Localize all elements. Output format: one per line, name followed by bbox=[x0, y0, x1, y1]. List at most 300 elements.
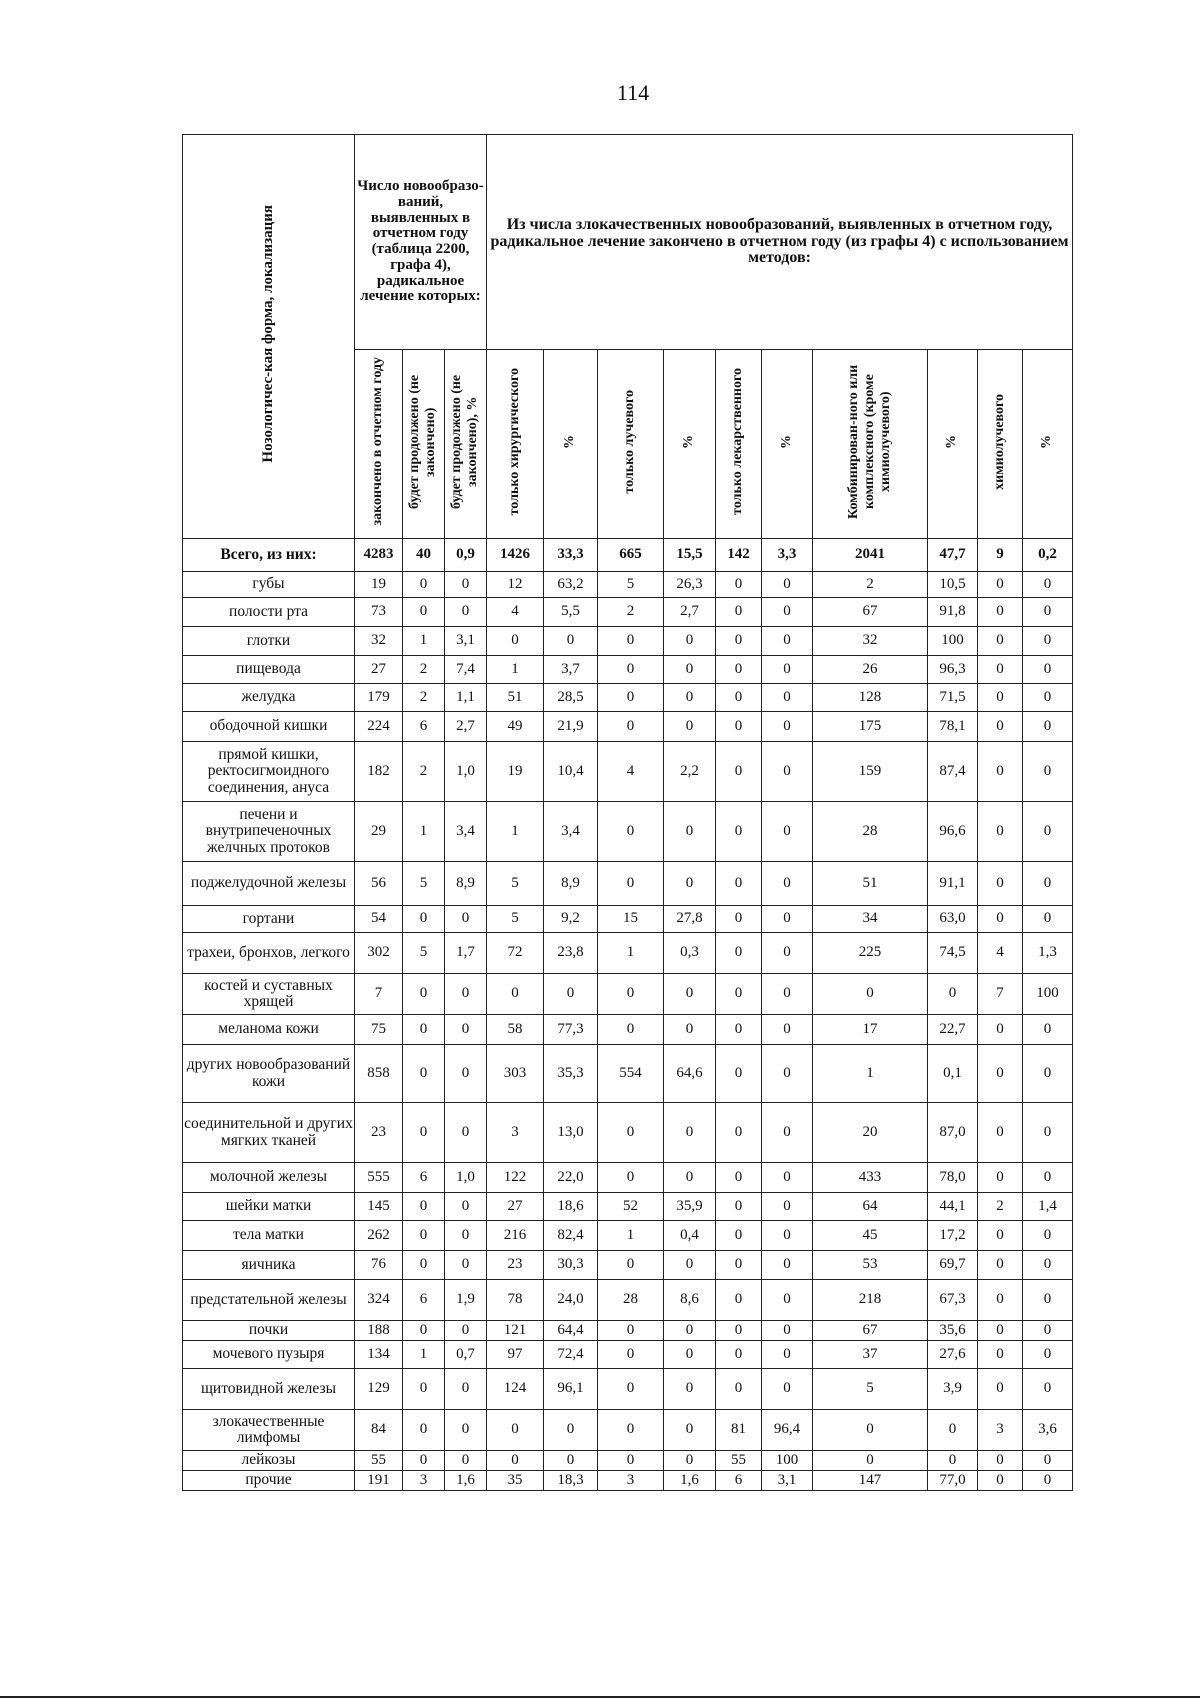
row-label: других новообразований кожи bbox=[183, 1045, 355, 1103]
cell: 0 bbox=[716, 1045, 762, 1103]
row-label: Всего, из них: bbox=[183, 539, 355, 572]
cell: 0 bbox=[445, 1221, 487, 1251]
cell: 0 bbox=[664, 1163, 716, 1193]
cell: 0 bbox=[762, 1015, 813, 1045]
row-label: глотки bbox=[183, 627, 355, 656]
cell: 262 bbox=[355, 1221, 403, 1251]
cell: 3 bbox=[598, 1471, 664, 1491]
table-row bbox=[183, 974, 1073, 1015]
cell: 17,2 bbox=[928, 1221, 978, 1251]
cell: 0 bbox=[544, 974, 598, 1015]
cell: 67 bbox=[813, 1321, 928, 1341]
cell: 0 bbox=[762, 974, 813, 1015]
cell: 0 bbox=[716, 572, 762, 598]
cell: 2,2 bbox=[664, 742, 716, 802]
cell: 0 bbox=[716, 712, 762, 742]
cell: 858 bbox=[355, 1045, 403, 1103]
cell: 0 bbox=[598, 1341, 664, 1369]
table-row bbox=[183, 862, 1073, 906]
header-col-continued-pct: будет продолжено (не закончено), % bbox=[445, 350, 487, 539]
cell: 0 bbox=[762, 656, 813, 684]
cell: 0 bbox=[1023, 1045, 1073, 1103]
cell: 8,9 bbox=[445, 862, 487, 906]
cell: 23 bbox=[487, 1251, 544, 1280]
cell: 67,3 bbox=[928, 1280, 978, 1321]
cell: 3,6 bbox=[1023, 1410, 1073, 1451]
cell: 0 bbox=[716, 1015, 762, 1045]
cell: 0 bbox=[403, 572, 445, 598]
cell: 0 bbox=[978, 1321, 1023, 1341]
cell: 0 bbox=[762, 906, 813, 933]
cell: 0 bbox=[1023, 862, 1073, 906]
cell: 78 bbox=[487, 1280, 544, 1321]
cell: 2 bbox=[403, 742, 445, 802]
cell: 0 bbox=[598, 1451, 664, 1471]
cell: 2,7 bbox=[664, 598, 716, 627]
cell: 0 bbox=[664, 712, 716, 742]
cell: 0 bbox=[445, 1015, 487, 1045]
cell: 0 bbox=[716, 1221, 762, 1251]
cell: 0 bbox=[445, 1321, 487, 1341]
cell: 0 bbox=[978, 906, 1023, 933]
cell: 49 bbox=[487, 712, 544, 742]
header-localization: Нозологичес-кая форма, локализация bbox=[183, 135, 355, 539]
cell: 23,8 bbox=[544, 933, 598, 974]
cell: 121 bbox=[487, 1321, 544, 1341]
cell: 0 bbox=[664, 1015, 716, 1045]
cell: 1 bbox=[598, 933, 664, 974]
cell: 0 bbox=[716, 598, 762, 627]
cell: 75 bbox=[355, 1015, 403, 1045]
row-label: яичника bbox=[183, 1251, 355, 1280]
cell: 0 bbox=[487, 1410, 544, 1451]
table-row bbox=[183, 1221, 1073, 1251]
row-label: полости рта bbox=[183, 598, 355, 627]
cell: 0 bbox=[1023, 1251, 1073, 1280]
cell: 100 bbox=[762, 1451, 813, 1471]
cell: 0 bbox=[1023, 656, 1073, 684]
cell: 3 bbox=[487, 1103, 544, 1163]
cell: 0,9 bbox=[445, 539, 487, 572]
cell: 0 bbox=[598, 684, 664, 712]
cell: 122 bbox=[487, 1163, 544, 1193]
cell: 0 bbox=[1023, 1221, 1073, 1251]
cell: 5 bbox=[598, 572, 664, 598]
table-body bbox=[183, 539, 1073, 1491]
cell: 19 bbox=[355, 572, 403, 598]
cell: 0 bbox=[978, 1280, 1023, 1321]
cell: 0 bbox=[403, 974, 445, 1015]
cell: 0 bbox=[403, 1045, 445, 1103]
cell: 6 bbox=[403, 1280, 445, 1321]
cell: 175 bbox=[813, 712, 928, 742]
cell: 0 bbox=[445, 906, 487, 933]
cell: 1 bbox=[487, 656, 544, 684]
cell: 0 bbox=[1023, 1103, 1073, 1163]
cell: 53 bbox=[813, 1251, 928, 1280]
cell: 7 bbox=[355, 974, 403, 1015]
table-row bbox=[183, 1045, 1073, 1103]
cell: 29 bbox=[355, 802, 403, 862]
cell: 37 bbox=[813, 1341, 928, 1369]
cell: 8,9 bbox=[544, 862, 598, 906]
table-row bbox=[183, 1451, 1073, 1471]
cell: 0,7 bbox=[445, 1341, 487, 1369]
table-row bbox=[183, 1251, 1073, 1280]
table-row bbox=[183, 1471, 1073, 1491]
cell: 0 bbox=[1023, 1341, 1073, 1369]
cell: 225 bbox=[813, 933, 928, 974]
cell: 3 bbox=[403, 1471, 445, 1491]
cell: 0 bbox=[598, 862, 664, 906]
cell: 0 bbox=[1023, 712, 1073, 742]
row-label: почки bbox=[183, 1321, 355, 1341]
cell: 5 bbox=[813, 1369, 928, 1410]
cell: 0 bbox=[445, 974, 487, 1015]
cell: 0 bbox=[403, 1193, 445, 1221]
bottom-rule bbox=[0, 1696, 1200, 1698]
radical-treatment-table bbox=[182, 134, 1073, 1491]
table-row bbox=[183, 1015, 1073, 1045]
cell: 3,1 bbox=[762, 1471, 813, 1491]
cell: 0 bbox=[762, 598, 813, 627]
row-label: пищевода bbox=[183, 656, 355, 684]
cell: 10,4 bbox=[544, 742, 598, 802]
cell: 13,0 bbox=[544, 1103, 598, 1163]
header-col-radiation-pct: % bbox=[664, 350, 716, 539]
cell: 0 bbox=[598, 1251, 664, 1280]
cell: 0 bbox=[445, 598, 487, 627]
cell: 1,1 bbox=[445, 684, 487, 712]
table-row bbox=[183, 1410, 1073, 1451]
cell: 0 bbox=[664, 974, 716, 1015]
cell: 0 bbox=[403, 598, 445, 627]
cell: 0 bbox=[762, 1045, 813, 1103]
cell: 665 bbox=[598, 539, 664, 572]
cell: 91,8 bbox=[928, 598, 978, 627]
cell: 0 bbox=[762, 1341, 813, 1369]
row-label: гортани bbox=[183, 906, 355, 933]
cell: 0,4 bbox=[664, 1221, 716, 1251]
cell: 0,2 bbox=[1023, 539, 1073, 572]
cell: 0 bbox=[598, 1015, 664, 1045]
cell: 96,3 bbox=[928, 656, 978, 684]
cell: 0 bbox=[978, 1451, 1023, 1471]
cell: 1 bbox=[403, 802, 445, 862]
cell: 17 bbox=[813, 1015, 928, 1045]
header-col-finished: закончено в отчетном году bbox=[355, 350, 403, 539]
cell: 0 bbox=[664, 684, 716, 712]
cell: 5 bbox=[403, 933, 445, 974]
cell: 0 bbox=[598, 712, 664, 742]
header-col-surgical: только хирургического bbox=[487, 350, 544, 539]
cell: 55 bbox=[716, 1451, 762, 1471]
cell: 0 bbox=[762, 1280, 813, 1321]
cell: 1426 bbox=[487, 539, 544, 572]
cell: 0 bbox=[716, 906, 762, 933]
row-label: ободочной кишки bbox=[183, 712, 355, 742]
cell: 0 bbox=[598, 1103, 664, 1163]
cell: 0 bbox=[1023, 1451, 1073, 1471]
cell: 0 bbox=[664, 627, 716, 656]
cell: 0 bbox=[762, 1103, 813, 1163]
cell: 0 bbox=[598, 627, 664, 656]
cell: 324 bbox=[355, 1280, 403, 1321]
row-label: желудка bbox=[183, 684, 355, 712]
cell: 34 bbox=[813, 906, 928, 933]
cell: 0 bbox=[1023, 572, 1073, 598]
cell: 81 bbox=[716, 1410, 762, 1451]
cell: 134 bbox=[355, 1341, 403, 1369]
cell: 63,0 bbox=[928, 906, 978, 933]
cell: 224 bbox=[355, 712, 403, 742]
cell: 28 bbox=[813, 802, 928, 862]
cell: 2,7 bbox=[445, 712, 487, 742]
cell: 0 bbox=[487, 627, 544, 656]
row-label: молочной железы bbox=[183, 1163, 355, 1193]
row-label: губы bbox=[183, 572, 355, 598]
cell: 0 bbox=[716, 1251, 762, 1280]
cell: 3,3 bbox=[762, 539, 813, 572]
cell: 0 bbox=[716, 1280, 762, 1321]
cell: 24,0 bbox=[544, 1280, 598, 1321]
cell: 0 bbox=[762, 1221, 813, 1251]
cell: 7 bbox=[978, 974, 1023, 1015]
cell: 0 bbox=[598, 802, 664, 862]
cell: 0 bbox=[762, 627, 813, 656]
row-label: трахеи, бронхов, легкого bbox=[183, 933, 355, 974]
cell: 1 bbox=[813, 1045, 928, 1103]
cell: 32 bbox=[355, 627, 403, 656]
cell: 1 bbox=[598, 1221, 664, 1251]
cell: 15,5 bbox=[664, 539, 716, 572]
cell: 4283 bbox=[355, 539, 403, 572]
row-label: шейки матки bbox=[183, 1193, 355, 1221]
cell: 71,5 bbox=[928, 684, 978, 712]
cell: 77,0 bbox=[928, 1471, 978, 1491]
cell: 40 bbox=[403, 539, 445, 572]
cell: 554 bbox=[598, 1045, 664, 1103]
cell: 0 bbox=[978, 598, 1023, 627]
cell: 73 bbox=[355, 598, 403, 627]
cell: 77,3 bbox=[544, 1015, 598, 1045]
cell: 15 bbox=[598, 906, 664, 933]
cell: 302 bbox=[355, 933, 403, 974]
row-label: костей и суставных хрящей bbox=[183, 974, 355, 1015]
header-col-surgical-pct: % bbox=[544, 350, 598, 539]
cell: 0 bbox=[664, 1369, 716, 1410]
cell: 0 bbox=[1023, 742, 1073, 802]
cell: 0 bbox=[403, 1221, 445, 1251]
cell: 555 bbox=[355, 1163, 403, 1193]
cell: 4 bbox=[598, 742, 664, 802]
cell: 0 bbox=[598, 656, 664, 684]
cell: 0 bbox=[978, 742, 1023, 802]
cell: 96,1 bbox=[544, 1369, 598, 1410]
cell: 0 bbox=[716, 627, 762, 656]
header-group-count: Число новообразо-ваний, выявленных в отчетном году (таблица 2200, графа 4), радикальное лечение которых: bbox=[355, 135, 487, 350]
cell: 64,4 bbox=[544, 1321, 598, 1341]
cell: 82,4 bbox=[544, 1221, 598, 1251]
cell: 21,9 bbox=[544, 712, 598, 742]
cell: 47,7 bbox=[928, 539, 978, 572]
cell: 72,4 bbox=[544, 1341, 598, 1369]
page-number: 114 bbox=[616, 80, 650, 105]
cell: 35 bbox=[487, 1471, 544, 1491]
cell: 6 bbox=[403, 712, 445, 742]
cell: 0 bbox=[1023, 1369, 1073, 1410]
cell: 35,6 bbox=[928, 1321, 978, 1341]
cell: 0 bbox=[544, 627, 598, 656]
cell: 218 bbox=[813, 1280, 928, 1321]
cell: 56 bbox=[355, 862, 403, 906]
cell: 2041 bbox=[813, 539, 928, 572]
cell: 0 bbox=[664, 1410, 716, 1451]
cell: 0 bbox=[1023, 1163, 1073, 1193]
row-label: мочевого пузыря bbox=[183, 1341, 355, 1369]
cell: 27,8 bbox=[664, 906, 716, 933]
cell: 44,1 bbox=[928, 1193, 978, 1221]
row-label: предстательной железы bbox=[183, 1280, 355, 1321]
cell: 33,3 bbox=[544, 539, 598, 572]
table-row bbox=[183, 1163, 1073, 1193]
cell: 0 bbox=[544, 1410, 598, 1451]
cell: 0 bbox=[445, 1193, 487, 1221]
row-label: поджелудочной железы bbox=[183, 862, 355, 906]
cell: 84 bbox=[355, 1410, 403, 1451]
cell: 1 bbox=[403, 627, 445, 656]
cell: 0 bbox=[664, 656, 716, 684]
cell: 1 bbox=[403, 1341, 445, 1369]
cell: 0 bbox=[762, 684, 813, 712]
cell: 0 bbox=[716, 802, 762, 862]
cell: 76 bbox=[355, 1251, 403, 1280]
cell: 0 bbox=[403, 1451, 445, 1471]
cell: 9 bbox=[978, 539, 1023, 572]
cell: 26,3 bbox=[664, 572, 716, 598]
cell: 3,4 bbox=[544, 802, 598, 862]
cell: 1,7 bbox=[445, 933, 487, 974]
cell: 5,5 bbox=[544, 598, 598, 627]
cell: 3,4 bbox=[445, 802, 487, 862]
cell: 0 bbox=[762, 742, 813, 802]
cell: 0 bbox=[716, 656, 762, 684]
cell: 0 bbox=[762, 802, 813, 862]
cell: 18,3 bbox=[544, 1471, 598, 1491]
cell: 0 bbox=[928, 1410, 978, 1451]
cell: 0 bbox=[978, 712, 1023, 742]
header-col-drug: только лекарственного bbox=[716, 350, 762, 539]
header-col-combined: Комбинирован-ного или комплексного (кроме химиолучевого) bbox=[813, 350, 928, 539]
cell: 96,6 bbox=[928, 802, 978, 862]
cell: 3,9 bbox=[928, 1369, 978, 1410]
cell: 97 bbox=[487, 1341, 544, 1369]
cell: 0 bbox=[762, 1163, 813, 1193]
cell: 0 bbox=[544, 1451, 598, 1471]
cell: 20 bbox=[813, 1103, 928, 1163]
cell: 27 bbox=[355, 656, 403, 684]
cell: 303 bbox=[487, 1045, 544, 1103]
cell: 0 bbox=[978, 1251, 1023, 1280]
table-row bbox=[183, 1321, 1073, 1341]
cell: 0 bbox=[1023, 1321, 1073, 1341]
cell: 0 bbox=[403, 906, 445, 933]
cell: 128 bbox=[813, 684, 928, 712]
cell: 124 bbox=[487, 1369, 544, 1410]
cell: 0 bbox=[978, 1045, 1023, 1103]
table-row bbox=[183, 742, 1073, 802]
cell: 1,3 bbox=[1023, 933, 1073, 974]
cell: 0 bbox=[1023, 1015, 1073, 1045]
cell: 0 bbox=[762, 862, 813, 906]
row-label: прямой кишки, ректосигмоидного соединения, ануса bbox=[183, 742, 355, 802]
cell: 191 bbox=[355, 1471, 403, 1491]
cell: 63,2 bbox=[544, 572, 598, 598]
cell: 0 bbox=[716, 933, 762, 974]
cell: 0 bbox=[445, 1451, 487, 1471]
table-row-total bbox=[183, 539, 1073, 572]
cell: 5 bbox=[403, 862, 445, 906]
cell: 78,1 bbox=[928, 712, 978, 742]
cell: 0 bbox=[598, 1163, 664, 1193]
cell: 1 bbox=[487, 802, 544, 862]
cell: 0 bbox=[445, 1369, 487, 1410]
cell: 0 bbox=[716, 862, 762, 906]
row-label: меланома кожи bbox=[183, 1015, 355, 1045]
cell: 7,4 bbox=[445, 656, 487, 684]
cell: 74,5 bbox=[928, 933, 978, 974]
cell: 0 bbox=[978, 1471, 1023, 1491]
row-label: лейкозы bbox=[183, 1451, 355, 1471]
table-row bbox=[183, 802, 1073, 862]
cell: 0 bbox=[664, 1103, 716, 1163]
cell: 188 bbox=[355, 1321, 403, 1341]
cell: 67 bbox=[813, 598, 928, 627]
cell: 2 bbox=[978, 1193, 1023, 1221]
cell: 433 bbox=[813, 1163, 928, 1193]
header-col-radiation: только лучевого bbox=[598, 350, 664, 539]
cell: 72 bbox=[487, 933, 544, 974]
cell: 0 bbox=[716, 1369, 762, 1410]
cell: 182 bbox=[355, 742, 403, 802]
cell: 147 bbox=[813, 1471, 928, 1491]
cell: 54 bbox=[355, 906, 403, 933]
cell: 0 bbox=[598, 1321, 664, 1341]
cell: 3 bbox=[978, 1410, 1023, 1451]
cell: 179 bbox=[355, 684, 403, 712]
cell: 12 bbox=[487, 572, 544, 598]
cell: 6 bbox=[403, 1163, 445, 1193]
cell: 0 bbox=[664, 1451, 716, 1471]
cell: 0 bbox=[664, 802, 716, 862]
cell: 0 bbox=[1023, 627, 1073, 656]
cell: 0 bbox=[716, 1321, 762, 1341]
cell: 1,9 bbox=[445, 1280, 487, 1321]
cell: 45 bbox=[813, 1221, 928, 1251]
table-row bbox=[183, 1193, 1073, 1221]
row-label: печени и внутрипеченочных желчных протоков bbox=[183, 802, 355, 862]
cell: 2 bbox=[403, 684, 445, 712]
cell: 6 bbox=[716, 1471, 762, 1491]
cell: 0 bbox=[813, 1410, 928, 1451]
cell: 0 bbox=[445, 1251, 487, 1280]
cell: 0 bbox=[978, 862, 1023, 906]
cell: 0 bbox=[762, 1369, 813, 1410]
cell: 0 bbox=[978, 802, 1023, 862]
cell: 0 bbox=[716, 1193, 762, 1221]
cell: 0 bbox=[762, 1321, 813, 1341]
cell: 2 bbox=[403, 656, 445, 684]
